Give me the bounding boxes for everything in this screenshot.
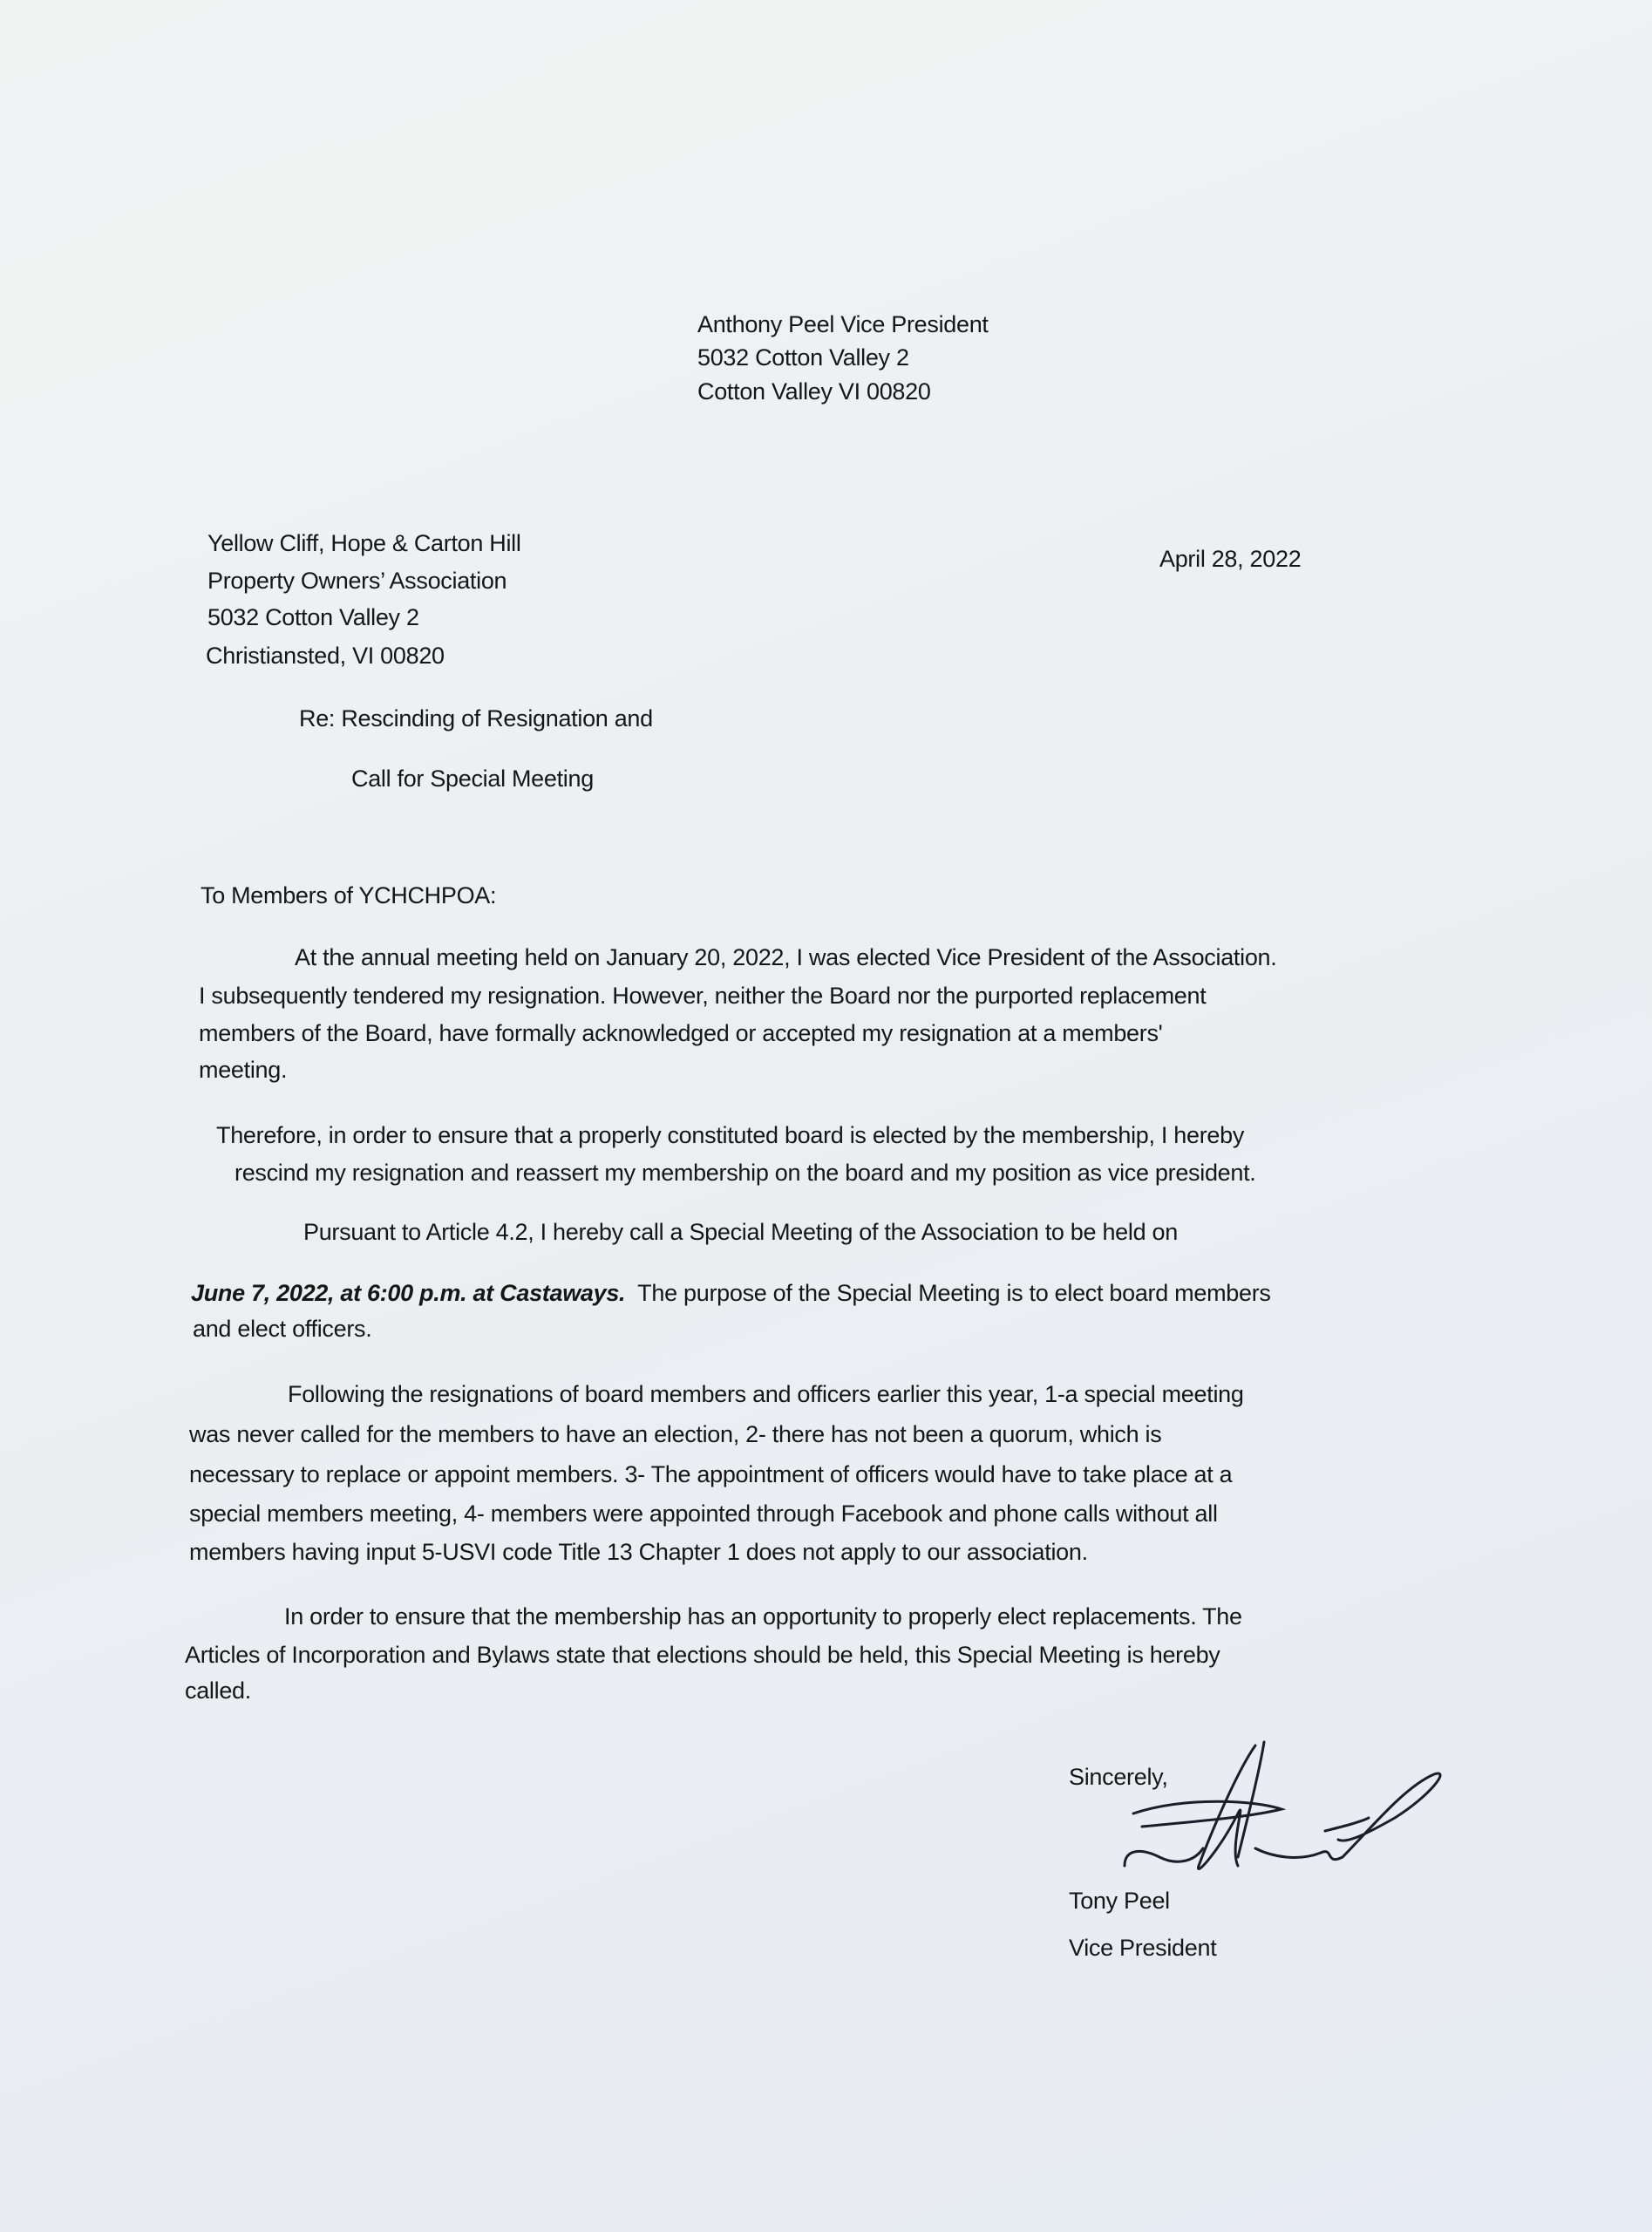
- body-line: Following the resignations of board members and officers earlier this year, 1-a special meeting: [288, 1381, 1244, 1407]
- body-line: In order to ensure that the membership has an opportunity to properly elect replacements. The: [284, 1603, 1242, 1630]
- body-line: was never called for the members to have an election, 2- there has not been a quorum, which is: [189, 1421, 1162, 1447]
- body-line: Therefore, in order to ensure that a properly constituted board is elected by the membership, I hereby: [216, 1122, 1245, 1148]
- sender-name: Anthony Peel Vice President: [697, 311, 989, 337]
- sign-off: Sincerely,: [1069, 1764, 1168, 1790]
- signature: [1107, 1735, 1447, 1909]
- body-line: rescind my resignation and reassert my membership on the board and my position as vice president.: [235, 1160, 1256, 1186]
- body-line: special members meeting, 4- members were appointed through Facebook and phone calls without all: [189, 1500, 1218, 1527]
- signer-name: Tony Peel: [1069, 1888, 1170, 1914]
- body-line: Pursuant to Article 4.2, I hereby call a Special Meeting of the Association to be held on: [303, 1219, 1178, 1245]
- body-line: called.: [185, 1677, 251, 1704]
- body-line: necessary to replace or appoint members. 3- The appointment of officers would have to take place at a: [189, 1461, 1233, 1487]
- body-line: I subsequently tendered my resignation. However, neither the Board nor the purported replacement: [199, 983, 1207, 1009]
- subject-line: Re: Rescinding of Resignation and: [299, 705, 653, 732]
- body-line: members having input 5-USVI code Title 13 Chapter 1 does not apply to our association.: [189, 1539, 1088, 1565]
- body-line: members of the Board, have formally acknowledged or accepted my resignation at a members': [199, 1020, 1163, 1046]
- body-line: Articles of Incorporation and Bylaws state that elections should be held, this Special Meeting is hereby: [185, 1642, 1220, 1668]
- meeting-details: June 7, 2022, at 6:00 p.m. at Castaways.: [191, 1280, 626, 1306]
- body-text: The purpose of the Special Meeting is to elect board members: [625, 1280, 1271, 1306]
- sender-address: 5032 Cotton Valley 2: [697, 344, 909, 371]
- recipient-city: Christiansted, VI 00820: [206, 643, 445, 669]
- recipient-org: Property Owners’ Association: [207, 568, 507, 594]
- recipient-name: Yellow Cliff, Hope & Carton Hill: [207, 530, 521, 556]
- salutation: To Members of YCHCHPOA:: [201, 882, 497, 908]
- signer-title: Vice President: [1069, 1935, 1217, 1961]
- body-line: [191, 1279, 1271, 1307]
- body-line: and elect officers.: [193, 1316, 372, 1342]
- body-line: At the annual meeting held on January 20, 2022, I was elected Vice President of the Association.: [295, 944, 1277, 970]
- letter-date: April 28, 2022: [1159, 546, 1302, 572]
- sender-city: Cotton Valley VI 00820: [697, 378, 931, 405]
- body-line: meeting.: [199, 1057, 288, 1083]
- subject-line: Call for Special Meeting: [351, 766, 594, 792]
- recipient-address: 5032 Cotton Valley 2: [207, 604, 419, 630]
